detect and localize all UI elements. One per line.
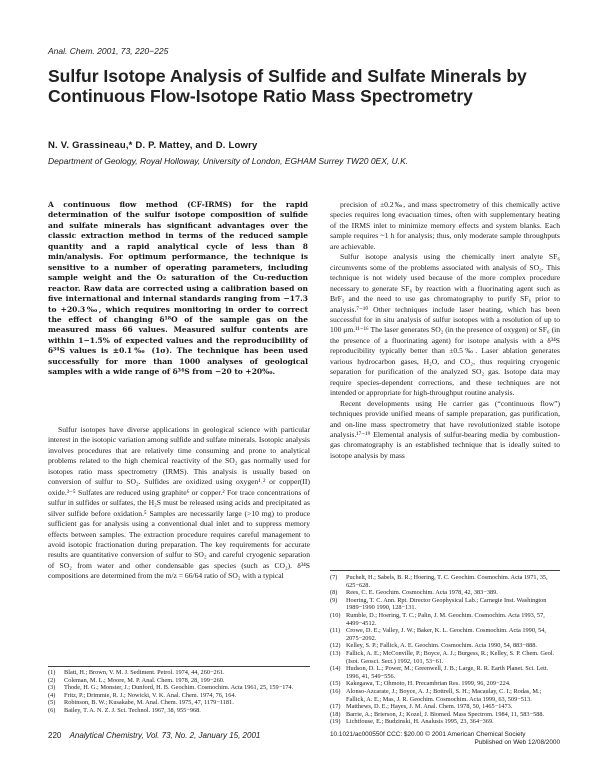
footer-published-date: Published on Web 12/08/2000 [474,739,560,746]
reference-item: (19) Lichtfouse, E.; Budzinski, H. Analusis 1995, 23, 364−369. [330,718,494,726]
page-footer [48,731,260,740]
reference-item: (7) Puchelt, H.; Sabels, B. R.; Hoering, T. C. Geochim. Cosmochim. Acta 1971, 35, 625−628. [330,574,548,589]
journal-citation [48,46,168,56]
reference-item: (16) Alonso-Azcarate, J.; Boyce, A. J.; Bottrell, S. H.; Macaulay, C. I.; Rodas, M.; Fallick, A. E.; Mas, J. R. Geochim. Cosmochim. Acta 1999, 63, 509−513. [330,687,542,703]
reference-item: (12) Kelley, S. P.; Fallick, A. E. Geochim. Cosmochim. Acta 1990, 54, 883−888. [330,642,537,650]
footer-doi: 10.1021/ac000550f CCC: $20.00 © 2001 American Chemical Society [330,731,526,738]
references-divider [48,666,310,667]
body-paragraph: precision of ±0.2‰, and mass spectrometry of this chemically active species requires long evacuation times, often with supplementary heating of the IRMS inlet to minimize memory effects and system blanks. Each sample requires ~1 h for analysis; thus, only moderate sample throughputs are achievable. [330,200,560,251]
body-paragraph: Sulfur isotope analysis using the chemically inert analyte SF₆ circumvents some of the problems associated with analysis of SO₂. This technique is not widely used because of the more complex procedure necessary to generate SF₆ by reaction with a fluorinating agent such as BrF₅ and the need to use gas chromatography to purify SF₆ prior to analysis.⁷⁻¹⁰ Other techniques include laser heating, which has been successful for in situ analysis of sulfur isotopes with a resolution of up to 100 μm.¹¹⁻¹⁶ The laser generates SO₂ (in the presence of oxygen) or SF₆ (in the presence of a fluorinating agent) for isotope analysis with a δ³⁴S reproducibility typically better than ±0.5‰. Laser ablation generates various hydrocarbon gases, H₂O, and CO₂, thus requiring cryogenic separation for purification of the analyzed SO₂ gas. Isotope data may require species-dependent corrections, and these techniques are not intended or appropriate for high-throughput routine analysis. [330,252,560,398]
reference-item: (13) Fallick, A. E.; McConville, P.; Boyce, A. J.; Burgess, R.; Kelley, S. P. Chem. Geol. (Isot. Geosci. Sect.) 1992, 101, 53−61. [330,649,555,665]
footer-journal: Analytical Chemistry, Vol. 73, No. 2, January 15, 2001 [69,731,261,740]
reference-item: (6) Bailey, T. A. N. Z. J. Sci. Technol. 1967, 38, 955−968. [48,706,201,714]
body-paragraph: Sulfur isotopes have diverse applications in geological science with particular interest in the isotopic variation among sulfide and sulfate minerals. Isotopic analysis involves procedures that are relatively time consuming and prone to analytical problems related to the high chemical reactivity of the SO₂ gas normally used for isotopes ratio mass spectrometry (IRMS). This analysis is usually based on conversion of sulfur to SO₂. Sulfides are oxidized using oxygen¹˒² or copper(II) oxide.³⁻⁵ Sulfates are reduced using graphite⁶ or copper.² For trace concentrations of sulfur in sulfides or sulfates, the H₂S must be released using acids and precipitated as silver sulfide before oxidation.⁵ Samples are necessarily large (>10 mg) to produce sufficient gas for analysis using a conventional dual inlet and to suppress memory effects between samples. The extraction procedure requires careful management to avoid isotopic fractionation during preparation. The key requirements for accurate results are quantitative conversion of sulfur to SO₂ and careful cryogenic separation of SO₂ from water and other condensable gas species (such as CO₂). δ³⁴S compositions are determined from the m/z = 66/64 ratio of SO₂ with a typical [48,425,310,581]
page-number: 220 [48,731,62,740]
reference-item: (10) Rumble, D.; Hoering, T. C.; Palin, J. M. Geochim. Cosmochim. Acta 1993, 57, 4499−4512. [330,611,545,627]
reference-item: (14) Hudson, D. L.; Power, M.; Greenwell, J. B.; Large, R. R. Earth Planet. Sci. Lett. 1996, 41, 549−556. [330,665,549,680]
citation-volume-pages: 2001, 73, 220−225 [97,46,169,56]
journal-abbrev: Anal. Chem. [48,46,95,56]
reference-item: (5) Robinson, B. W.; Kusakabe, M. Anal. Chem. 1975, 47, 1179−1181. [48,699,234,707]
footer-publication-info [330,731,560,747]
reference-item: (9) Hoering, T. C. Ann. Rpt. Director Geophysical Lab.; Carnegie Inst. Washington 1989−1990 1990, 128−131. [330,596,547,612]
reference-item: (11) Crowe, D. E.; Valley, J. W.; Baker, K. L. Geochim. Cosmochim. Acta 1990, 54, 2075−2092. [330,627,546,642]
body-paragraph: Recent developments using He carrier gas (“continuous flow”) techniques provide unified means of sample preparation, gas purification, and on-line mass spectrometry that have revolutionized stable isotope analysis.¹⁷⁻¹⁹ Elemental analysis of sulfur-bearing media by combustion-gas chromatography is an established technique that is ideally suited to isotope analysis by mass [330,398,560,460]
article-title: Sulfur Isotope Analysis of Sulfide and Sulfate Minerals by Continuous Flow-Isotope Ratio Mass Spectrometry [48,66,527,106]
reference-item: (2) Coleman, M. L.; Moore, M. P. Anal. Chem. 1978, 28, 199−260. [48,676,225,684]
reference-item: (8) Rees, C. E. Geochim. Cosmochim. Acta 1978, 42, 383−389. [330,589,498,597]
references-left [48,669,310,715]
reference-item: (18) Barrie, A.; Brierson, J.; Kozel, J. Biomed. Mass Spectrom. 1984, 11, 583−588. [330,710,545,718]
reference-item: (17) Matthews, D. E.; Hayes, J. M. Anal. Chem. 1978, 50, 1465−1473. [330,703,513,711]
article-affiliation: Department of Geology, Royal Holloway, University of London, EGHAM Surrey TW20 0EX, U.K. [48,156,409,166]
right-column-body [330,200,560,461]
abstract [48,200,308,378]
reference-item: (1) Blatt, H.; Brown, V. M. J. Sediment. Petrol. 1974, 44, 260−261. [48,669,225,676]
reference-item: (4) Fritz, P.; Drimmie, R. J.; Nowicki, V. K. Anal. Chem. 1974, 76, 164. [48,691,237,699]
references-right [330,574,560,726]
reference-item: (3) Thode, H. G.; Monster, J.; Dunford, H. B. Geochim. Cosmochim. Acta 1961, 25, 159−174. [48,684,294,692]
article-authors: N. V. Grassineau,* D. P. Mattey, and D. Lowry [48,140,258,151]
abstract-text: A continuous flow method (CF-IRMS) for the rapid determination of the sulfur isotope composition of sulfide and sulfate minerals has significant advantages over the classic extraction method in terms of the reduced sample quantity and a rapid analytical cycle of less than 8 min/analysis. For optimum performance, the technique is sensitive to a number of operating parameters, including sample weight and the O₂ saturation of the Cu-reduction reactor. Raw data are corrected using a calibration based on five international and internal standards ranging from −17.3 to +20.3‰, which requires monitoring in order to correct the effect of changing δ¹⁸O of the sample gas on the measured mass 66 values. Measured sulfur contents are within 1−1.5% of expected values and the reproducibility of δ³⁴S values is ±0.1‰ (1σ). The technique has been used successfully for more than 1000 analyses of geological samples with a wide range of δ³⁴S from −20 to +20‰. [48,200,308,377]
reference-item: (15) Kakegawa, T.; Ohmoto, H. Precambrian Res. 1999, 96, 209−224. [330,680,511,688]
left-column-body [48,425,310,582]
references-divider [330,570,560,571]
